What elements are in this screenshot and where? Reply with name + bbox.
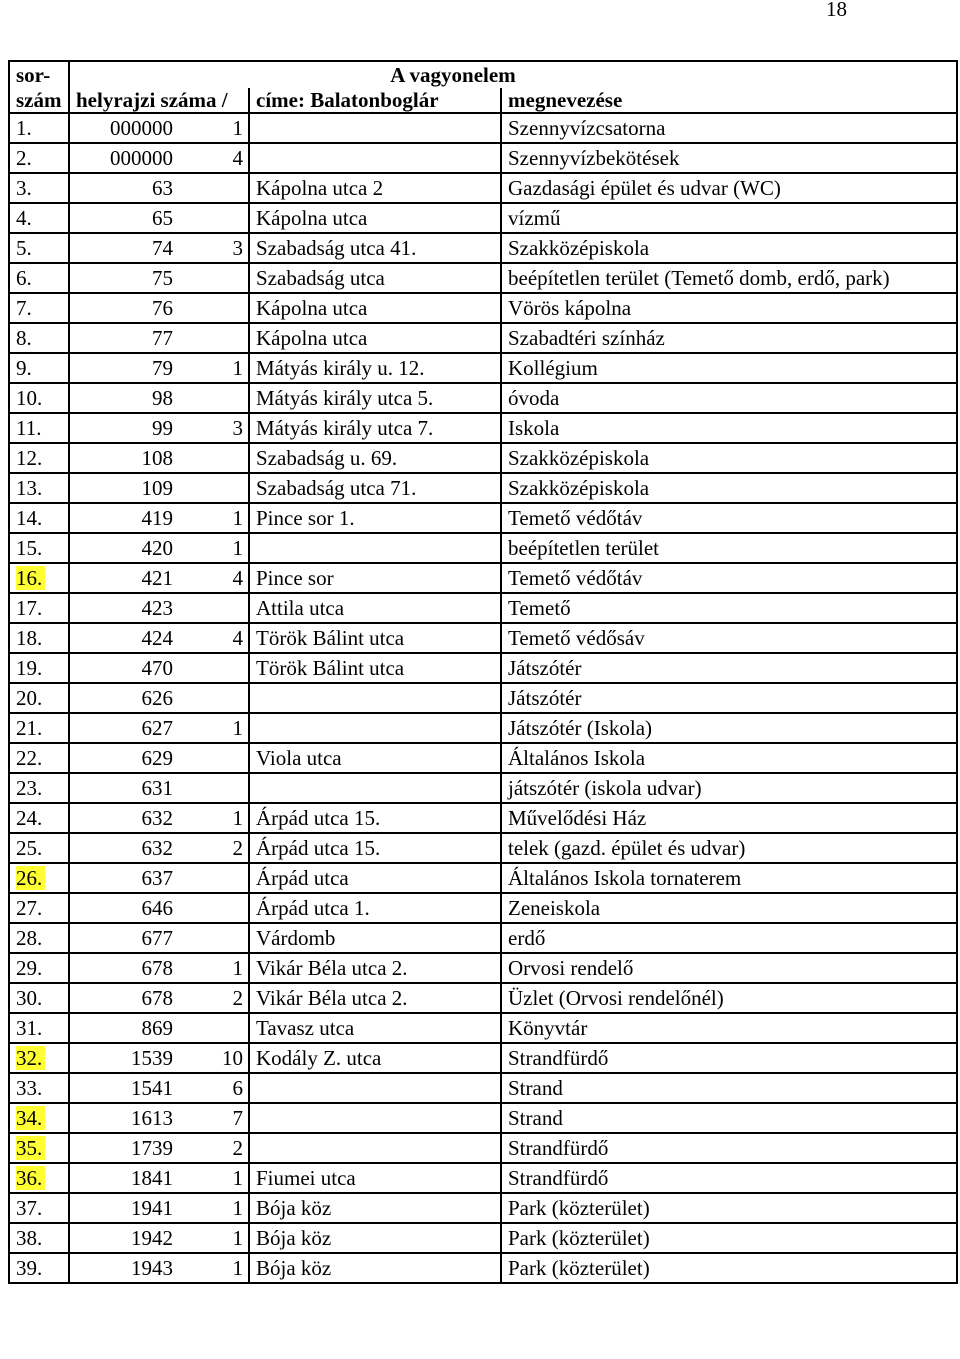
row-number: 25. [16, 836, 43, 860]
name-cell: Szakközépiskola [501, 443, 957, 473]
hrsz-cell: 421 [69, 563, 179, 593]
header-cime: címe: Balatonboglár [249, 88, 501, 113]
name-cell: Játszótér [501, 653, 957, 683]
hrsz-sub-cell: 1 [179, 1223, 249, 1253]
row-number-cell [9, 893, 69, 923]
hrsz-sub-cell: 4 [179, 563, 249, 593]
row-number: 35. [16, 1136, 45, 1160]
name-cell: Általános Iskola [501, 743, 957, 773]
row-number-cell [9, 113, 69, 143]
row-number-cell [9, 1223, 69, 1253]
name-cell: telek (gazd. épület és udvar) [501, 833, 957, 863]
hrsz-sub-cell [179, 653, 249, 683]
header-megnevezese: megnevezése [501, 88, 957, 113]
table-row [9, 1103, 957, 1133]
hrsz-sub-cell [179, 383, 249, 413]
row-number-cell [9, 683, 69, 713]
address-cell: Szabadság utca 71. [249, 473, 501, 503]
name-cell: Szakközépiskola [501, 233, 957, 263]
address-cell: Kápolna utca [249, 203, 501, 233]
hrsz-sub-cell [179, 683, 249, 713]
name-cell: Iskola [501, 413, 957, 443]
hrsz-cell: 629 [69, 743, 179, 773]
hrsz-cell: 1841 [69, 1163, 179, 1193]
row-number-cell [9, 293, 69, 323]
name-cell: vízmű [501, 203, 957, 233]
row-number-cell [9, 743, 69, 773]
hrsz-cell: 637 [69, 863, 179, 893]
hrsz-cell: 678 [69, 953, 179, 983]
row-number-cell [9, 473, 69, 503]
hrsz-sub-cell: 4 [179, 143, 249, 173]
name-cell: Szennyvízbekötések [501, 143, 957, 173]
address-cell: Várdomb [249, 923, 501, 953]
hrsz-cell: 627 [69, 713, 179, 743]
header-row-1 [9, 61, 957, 88]
hrsz-sub-cell: 6 [179, 1073, 249, 1103]
hrsz-sub-cell: 1 [179, 953, 249, 983]
row-number-cell [9, 1163, 69, 1193]
name-cell: Gazdasági épület és udvar (WC) [501, 173, 957, 203]
hrsz-cell: 63 [69, 173, 179, 203]
row-number-cell [9, 173, 69, 203]
row-number: 31. [16, 1016, 43, 1040]
row-number-cell [9, 803, 69, 833]
name-cell: Strandfürdő [501, 1043, 957, 1073]
hrsz-cell: 99 [69, 413, 179, 443]
table-row [9, 593, 957, 623]
hrsz-cell: 419 [69, 503, 179, 533]
header-group-title: A vagyonelem [69, 61, 957, 88]
hrsz-cell: 1541 [69, 1073, 179, 1103]
address-cell [249, 1103, 501, 1133]
address-cell [249, 713, 501, 743]
name-cell: Temető védőtáv [501, 563, 957, 593]
address-cell: Kápolna utca [249, 323, 501, 353]
row-number: 7. [16, 296, 32, 320]
hrsz-sub-cell: 3 [179, 233, 249, 263]
hrsz-sub-cell: 1 [179, 803, 249, 833]
address-cell: Pince sor [249, 563, 501, 593]
name-cell: Strand [501, 1103, 957, 1133]
hrsz-sub-cell [179, 203, 249, 233]
row-number-cell [9, 1103, 69, 1133]
address-cell [249, 1073, 501, 1103]
address-cell: Mátyás király utca 7. [249, 413, 501, 443]
hrsz-sub-cell: 10 [179, 1043, 249, 1073]
row-number: 26. [16, 866, 45, 890]
row-number: 23. [16, 776, 43, 800]
name-cell: Szennyvízcsatorna [501, 113, 957, 143]
hrsz-cell: 75 [69, 263, 179, 293]
row-number: 36. [16, 1166, 45, 1190]
row-number: 37. [16, 1196, 43, 1220]
row-number-cell [9, 1043, 69, 1073]
hrsz-sub-cell [179, 323, 249, 353]
hrsz-cell: 1739 [69, 1133, 179, 1163]
name-cell: Szakközépiskola [501, 473, 957, 503]
name-cell: Park (közterület) [501, 1223, 957, 1253]
hrsz-cell: 632 [69, 803, 179, 833]
row-number-cell [9, 233, 69, 263]
address-cell: Vikár Béla utca 2. [249, 983, 501, 1013]
hrsz-cell: 1942 [69, 1223, 179, 1253]
row-number: 16. [16, 566, 45, 590]
address-cell [249, 1133, 501, 1163]
table-row [9, 503, 957, 533]
address-cell: Pince sor 1. [249, 503, 501, 533]
row-number: 20. [16, 686, 43, 710]
hrsz-cell: 76 [69, 293, 179, 323]
address-cell: Vikár Béla utca 2. [249, 953, 501, 983]
row-number: 11. [16, 416, 42, 440]
address-cell: Fiumei utca [249, 1163, 501, 1193]
address-cell [249, 143, 501, 173]
name-cell: erdő [501, 923, 957, 953]
hrsz-sub-cell: 1 [179, 353, 249, 383]
hrsz-cell: 108 [69, 443, 179, 473]
row-number: 1. [16, 116, 32, 140]
row-number-cell [9, 323, 69, 353]
hrsz-sub-cell: 1 [179, 1163, 249, 1193]
table-row [9, 1133, 957, 1163]
table-row [9, 233, 957, 263]
row-number-cell [9, 383, 69, 413]
table-row [9, 623, 957, 653]
row-number: 17. [16, 596, 43, 620]
address-cell: Árpád utca [249, 863, 501, 893]
row-number: 24. [16, 806, 43, 830]
row-number: 38. [16, 1226, 43, 1250]
hrsz-cell: 677 [69, 923, 179, 953]
address-cell: Bója köz [249, 1253, 501, 1283]
hrsz-sub-cell: 1 [179, 113, 249, 143]
row-number: 8. [16, 326, 32, 350]
address-cell: Kápolna utca 2 [249, 173, 501, 203]
row-number: 10. [16, 386, 43, 410]
header-sorszam-top: sor- [9, 61, 69, 88]
hrsz-sub-cell [179, 923, 249, 953]
table-row [9, 893, 957, 923]
row-number-cell [9, 713, 69, 743]
row-number: 28. [16, 926, 43, 950]
hrsz-sub-cell [179, 893, 249, 923]
row-number-cell [9, 413, 69, 443]
table-row [9, 1073, 957, 1103]
row-number-cell [9, 263, 69, 293]
name-cell: Vörös kápolna [501, 293, 957, 323]
address-cell: Bója köz [249, 1193, 501, 1223]
name-cell: Zeneiskola [501, 893, 957, 923]
table-row [9, 1163, 957, 1193]
row-number-cell [9, 773, 69, 803]
row-number-cell [9, 533, 69, 563]
row-number-cell [9, 593, 69, 623]
row-number-cell [9, 503, 69, 533]
hrsz-sub-cell: 1 [179, 503, 249, 533]
table-row [9, 473, 957, 503]
address-cell: Kápolna utca [249, 293, 501, 323]
row-number: 39. [16, 1256, 43, 1280]
name-cell: játszótér (iskola udvar) [501, 773, 957, 803]
hrsz-sub-cell: 3 [179, 413, 249, 443]
row-number: 29. [16, 956, 43, 980]
hrsz-cell: 646 [69, 893, 179, 923]
row-number: 2. [16, 146, 32, 170]
hrsz-sub-cell [179, 773, 249, 803]
address-cell: Török Bálint utca [249, 653, 501, 683]
row-number-cell [9, 923, 69, 953]
table-row [9, 863, 957, 893]
hrsz-cell: 77 [69, 323, 179, 353]
table-row [9, 113, 957, 143]
name-cell: Park (közterület) [501, 1253, 957, 1283]
hrsz-cell: 626 [69, 683, 179, 713]
hrsz-sub-cell [179, 443, 249, 473]
table-row [9, 773, 957, 803]
hrsz-cell: 109 [69, 473, 179, 503]
hrsz-sub-cell: 1 [179, 533, 249, 563]
hrsz-sub-cell: 2 [179, 1133, 249, 1163]
row-number-cell [9, 833, 69, 863]
table-row [9, 953, 957, 983]
hrsz-sub-cell [179, 593, 249, 623]
table-row [9, 203, 957, 233]
hrsz-cell: 79 [69, 353, 179, 383]
table-row [9, 293, 957, 323]
hrsz-cell: 1539 [69, 1043, 179, 1073]
table-row [9, 923, 957, 953]
row-number-cell [9, 563, 69, 593]
table-row [9, 413, 957, 443]
row-number: 12. [16, 446, 43, 470]
hrsz-sub-cell [179, 743, 249, 773]
name-cell: Orvosi rendelő [501, 953, 957, 983]
row-number: 18. [16, 626, 43, 650]
row-number: 27. [16, 896, 43, 920]
hrsz-sub-cell [179, 173, 249, 203]
address-cell [249, 113, 501, 143]
table-row [9, 743, 957, 773]
address-cell [249, 773, 501, 803]
address-cell [249, 533, 501, 563]
name-cell: óvoda [501, 383, 957, 413]
name-cell: Temető védőtáv [501, 503, 957, 533]
row-number-cell [9, 983, 69, 1013]
name-cell: Kollégium [501, 353, 957, 383]
row-number-cell [9, 353, 69, 383]
hrsz-cell: 423 [69, 593, 179, 623]
hrsz-cell: 98 [69, 383, 179, 413]
row-number-cell [9, 953, 69, 983]
header-helyrajzi: helyrajzi száma / [69, 88, 249, 113]
table-row [9, 1253, 957, 1283]
name-cell: Szabadtéri színház [501, 323, 957, 353]
row-number: 3. [16, 176, 32, 200]
address-cell: Árpád utca 1. [249, 893, 501, 923]
hrsz-cell: 632 [69, 833, 179, 863]
address-cell: Tavasz utca [249, 1013, 501, 1043]
row-number-cell [9, 143, 69, 173]
hrsz-sub-cell [179, 473, 249, 503]
hrsz-cell: 65 [69, 203, 179, 233]
name-cell: beépítetlen terület [501, 533, 957, 563]
name-cell: Strand [501, 1073, 957, 1103]
hrsz-cell: 1941 [69, 1193, 179, 1223]
hrsz-sub-cell: 4 [179, 623, 249, 653]
hrsz-cell: 470 [69, 653, 179, 683]
hrsz-cell: 74 [69, 233, 179, 263]
table-row [9, 533, 957, 563]
row-number: 5. [16, 236, 32, 260]
hrsz-cell: 869 [69, 1013, 179, 1043]
row-number-cell [9, 653, 69, 683]
address-cell: Mátyás király utca 5. [249, 383, 501, 413]
table-row [9, 443, 957, 473]
name-cell: Általános Iskola tornaterem [501, 863, 957, 893]
hrsz-cell: 424 [69, 623, 179, 653]
table-row [9, 1043, 957, 1073]
name-cell: Játszótér [501, 683, 957, 713]
name-cell: beépítetlen terület (Temető domb, erdő, park) [501, 263, 957, 293]
asset-inventory-table [8, 60, 958, 1284]
row-number: 30. [16, 986, 43, 1010]
table-row [9, 173, 957, 203]
row-number-cell [9, 623, 69, 653]
row-number: 22. [16, 746, 43, 770]
table-row [9, 263, 957, 293]
address-cell: Viola utca [249, 743, 501, 773]
header-row-2 [9, 88, 957, 113]
table-row [9, 353, 957, 383]
name-cell: Üzlet (Orvosi rendelőnél) [501, 983, 957, 1013]
row-number: 34. [16, 1106, 45, 1130]
table-row [9, 803, 957, 833]
row-number-cell [9, 1193, 69, 1223]
name-cell: Játszótér (Iskola) [501, 713, 957, 743]
page-number: 18 [826, 0, 847, 21]
table-row [9, 323, 957, 353]
table-row [9, 563, 957, 593]
address-cell: Mátyás király u. 12. [249, 353, 501, 383]
table-row [9, 713, 957, 743]
hrsz-cell: 631 [69, 773, 179, 803]
row-number: 15. [16, 536, 43, 560]
hrsz-sub-cell: 1 [179, 1193, 249, 1223]
hrsz-sub-cell [179, 863, 249, 893]
row-number-cell [9, 443, 69, 473]
hrsz-cell: 420 [69, 533, 179, 563]
hrsz-sub-cell: 1 [179, 1253, 249, 1283]
table-row [9, 653, 957, 683]
row-number-cell [9, 203, 69, 233]
address-cell: Szabadság u. 69. [249, 443, 501, 473]
address-cell: Szabadság utca 41. [249, 233, 501, 263]
row-number: 9. [16, 356, 32, 380]
table-row [9, 1223, 957, 1253]
name-cell: Strandfürdő [501, 1133, 957, 1163]
table-row [9, 683, 957, 713]
row-number: 33. [16, 1076, 43, 1100]
hrsz-sub-cell [179, 293, 249, 323]
address-cell: Árpád utca 15. [249, 803, 501, 833]
row-number-cell [9, 1013, 69, 1043]
row-number-cell [9, 1073, 69, 1103]
name-cell: Temető [501, 593, 957, 623]
hrsz-cell: 1613 [69, 1103, 179, 1133]
header-sorszam-bottom: szám [9, 88, 69, 113]
table-row [9, 1013, 957, 1043]
hrsz-cell: 1943 [69, 1253, 179, 1283]
table-row [9, 383, 957, 413]
address-cell: Szabadság utca [249, 263, 501, 293]
address-cell: Török Bálint utca [249, 623, 501, 653]
row-number: 6. [16, 266, 32, 290]
hrsz-cell: 678 [69, 983, 179, 1013]
name-cell: Strandfürdő [501, 1163, 957, 1193]
row-number: 19. [16, 656, 43, 680]
hrsz-cell: 000000 [69, 143, 179, 173]
row-number-cell [9, 1133, 69, 1163]
row-number-cell [9, 863, 69, 893]
address-cell: Árpád utca 15. [249, 833, 501, 863]
table-row [9, 1193, 957, 1223]
hrsz-sub-cell: 1 [179, 713, 249, 743]
address-cell: Kodály Z. utca [249, 1043, 501, 1073]
hrsz-sub-cell [179, 263, 249, 293]
row-number-cell [9, 1253, 69, 1283]
table-row [9, 983, 957, 1013]
row-number: 14. [16, 506, 43, 530]
name-cell: Temető védősáv [501, 623, 957, 653]
hrsz-sub-cell: 7 [179, 1103, 249, 1133]
address-cell [249, 683, 501, 713]
name-cell: Park (közterület) [501, 1193, 957, 1223]
name-cell: Művelődési Ház [501, 803, 957, 833]
table-row [9, 143, 957, 173]
address-cell: Attila utca [249, 593, 501, 623]
row-number: 32. [16, 1046, 45, 1070]
row-number: 13. [16, 476, 43, 500]
row-number: 4. [16, 206, 32, 230]
name-cell: Könyvtár [501, 1013, 957, 1043]
row-number: 21. [16, 716, 43, 740]
hrsz-sub-cell [179, 1013, 249, 1043]
address-cell: Bója köz [249, 1223, 501, 1253]
hrsz-sub-cell: 2 [179, 833, 249, 863]
table-row [9, 833, 957, 863]
hrsz-cell: 000000 [69, 113, 179, 143]
hrsz-sub-cell: 2 [179, 983, 249, 1013]
